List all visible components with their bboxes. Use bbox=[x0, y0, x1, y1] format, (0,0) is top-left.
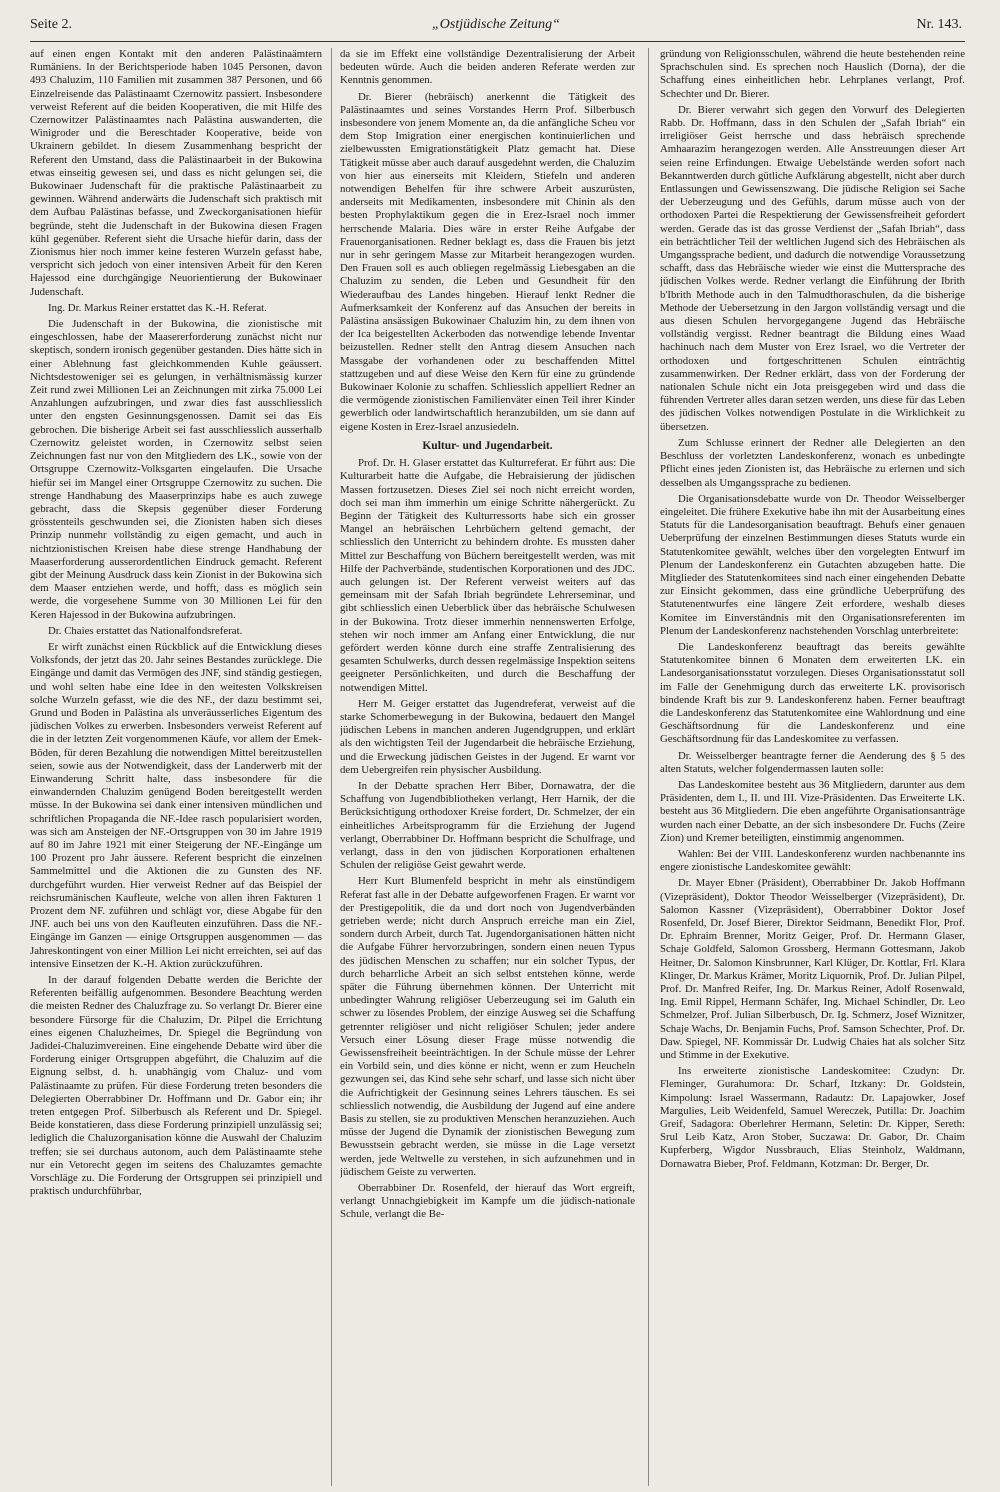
paragraph: Herr Kurt Blumenfeld bespricht in mehr als einstündigem Referat fast alle in der Debatte aufgeworfenen Fragen. Er warnt vor der Prestigepolitik, die da und dort noch von Jugendverbänden getrieben werde; nicht durch Anspruch erreiche man ein Ziel, sondern durch Arbeit, durch Tat. Jugendorganisationen hätten nicht die Aufgabe Führer hervorzubringen, sondern einen neuen Typus des jüdischen Menschen zu schaffen; nur ein solcher Typus, der durch beharrliche Arbeit an sich selbst entstehen könne, werde später die Führung übernehmen können. Der Unterricht mit unbedingter Wahrung religiöser Ueberzeugung sei im Galuth ein schwer zu lösendes Problem, der einzige Ausweg sei die Schaffung getrennter religiöser und nicht religiöser Schulen; jeder andere Versuch einer Lösung dieser Frage müsse notwendig die Gewissensfreiheit beeinträchtigen. In der Schule müsse der Lehrer ein Vorbild sein, und dies könne er nicht, wenn er zum Heucheln gezwungen sei, das Kind sehe sehr scharf, und lasse sich nicht über die Aufrichtigkeit der Gesinnung seines Lehrers täuschen. Es sei schliesslich notwendig, die Ausbildung der Jugend auf eine andere Basis zu stellen, sie zu produktiven Menschen heranzuziehen. Auch müsse der Jugend die Dynamik der zionistischen Bewegung zum Bewusstsein gebracht werden, sie müsse in die Lage versetzt werden, jede Weltwelle zu verstehen, in sich aufzunehmen und in jüdischem Geiste zu verwerten. bbox=[340, 875, 635, 1178]
page-header bbox=[30, 14, 962, 36]
paragraph: Dr. Bierer verwahrt sich gegen den Vorwurf des Delegierten Rabb. Dr. Hoffmann, dass in den Schulen der „Safah Ibriah“ ein irreligiöser Geist herrsche und dass hebräisch sprechende Amhaarazim herangezogen werden. Alle Ansstreuungen dieser Art seien reine Erfindungen. Etwaige Uebelstände werden sofort nach Bekanntwerden durch gütliche Aufklärung abgestellt, nicht aber durch Entlassungen und Gewissenszwang. Die jüdische Religion sei Sache der Ueberzeugung und des Gefühls, darum müsse auch von der orthodoxen Partei die Respektierung der Gewissensfreiheit gefordert werden. Gerade das ist das grosse Verdienst der „Safah Ibriah“, dass ein beträchtlicher Teil der weltlichen Jugend sich des Hebräischen als Umgangssprache bedient, und dadurch die notwendige Voraussetzung schafft, dass das Hebräische wieder wie einst die Muttersprache des jüdischen Volkes werde. Redner verlangt die Einführung der Ibrith b'Ibrith Methode auch in den Talmudthoraschulen, da die bisherige Methode der Uebersetzung in den Jargon vollständig versagt und die aus diesen Schulen hervorgegangene Jugend das Hebräische vollständig vergisst. Redner beantragt die Bildung eines Waad hachinuch nach dem Muster von Erez Israel, wo die Vertreter der orthodoxen und fortgeschrittenen Schulen einträchtig zusammenwirken. Der Redner erklärt, dass von der Forderung der nationalen Schule nicht ein Jota preisgegeben wird und dass die führenden Vertreter alles daran setzen werden, uns diese für das Leben des jüdischen Volkes notwendigen Postulate in die Wirklichkeit zu übersetzen. bbox=[660, 103, 965, 433]
column-divider bbox=[331, 48, 332, 1486]
paragraph: Herr M. Geiger erstattet das Jugendreferat, verweist auf die starke Schomerbewegung in der Bukowina, bedauert den Mangel jüdischen Lebens in manchen anderen Jugendgruppen, und erklärt als den wichtigsten Teil der Jugendarbeit die hebräische Erziehung, und die Erweckung jüdischen Geistes in der Jugend. Er warnt vor dem Uebergreifen rein physischer Ausbildung. bbox=[340, 697, 635, 776]
page-label: Seite 2. bbox=[30, 17, 72, 32]
paragraph: Dr. Chaies erstattet das Nationalfondsreferat. bbox=[48, 624, 243, 637]
paragraph: Zum Schlusse erinnert der Redner alle Delegierten an den Beschluss der vorletzten Landeskonferenz, wonach es unbedingte Pflicht eines jeden Zionisten ist, das Hebräische zu erlernen und sich desselben als Umgangssprache zu bedienen. bbox=[660, 436, 965, 489]
paragraph: Ins erweiterte zionistische Landeskomitee: Czudyn: Dr. Fleminger, Gurahumora: Dr. Scharf, Itzkany: Dr. Goldstein, Kimpolung: Israel Wassermann, Radautz: Dr. Lapajowker, Josef Margulies, Leib Weidenfeld, Samuel Wereczek, Putilla: Dr. Joachim Greif, Sadagora: Oberlehrer Hermann, Seletin: Dr. Kipper, Sereth: Srul Leib Katz, Aron Stober, Suczawa: Dr. Gabor, Dr. Chaim Kupferberg, Wigdor Nussbrauch, Elias Steinholz, Waldmann, Dornawatra Bieber, Prof. Feldmann, Kotzman: Dr. Berger, Dr. bbox=[660, 1065, 965, 1170]
paragraph: da sie im Effekt eine vollständige Dezentralisierung der Arbeit bedeuten würde. Auch die beiden anderen Referate werden zur Kenntnis genommen. bbox=[340, 48, 635, 87]
paragraph: In der Debatte sprachen Herr Biber, Dornawatra, der die Schaffung von Jugendbibliotheken verlangt, Herr Harnik, der die Berücksichtigung orthodoxer Kreise fordert, Dr. Schmelzer, der ein einheitliches Arbeitsprogramm für die Erziehung der Jugend verlangt, Oberrabbiner Dr. Hoffmann bespricht die Schulfrage, und verlangt, dass in den von jüdischen Korporationen erhaltenen Schulen der religiöse Geist gewahrt werde. bbox=[340, 779, 635, 872]
header-rule bbox=[30, 41, 965, 42]
issue-number: Nr. 143. bbox=[916, 17, 962, 32]
paragraph: Oberrabbiner Dr. Rosenfeld, der hierauf das Wort ergreift, verlangt Unnachgiebigkeit im Kampfe um die jüdisch-nationale Schule, verlangt die Be- bbox=[340, 1182, 635, 1221]
paragraph: Wahlen: Bei der VIII. Landeskonferenz wurden nachbenannte ins engere zionistische Landeskomitee gewählt: bbox=[660, 847, 965, 874]
column-3 bbox=[660, 48, 965, 1486]
paragraph: In der darauf folgenden Debatte werden die Berichte der Referenten beifällig aufgenommen. Besondere Beachtung werden die meisten Redner des Chaluzfrage zu. So verlangt Dr. Bierer eine besondere Fürsorge für die Chaluzim, Dr. Pilpel die Errichtung eines eigenen Chaluzheimes, Dr. Spiegel die Begründung von Jadidei-Chaluzimvereinen. Eine eingehende Debatte wird über die Forderung einiger Ortsgruppen abgeführt, die Chaluzim auf die Eignung selbst, d. h. unabhängig vom Chaluz- und vom Palästinaamte zu prüfen. Für diese Forderung treten besonders die Delegierten Oberrabbiner Dr. Hoffmann und Dr. Gabor ein; ihr treten entgegen Prof. Silberbusch als Referent und Dr. Spiegel. Beide konstatieren, dass diese Forderung prinzipiell unzulässig sei; lediglich die Chaluzorganisation könne die Auswahl der Chaluzim treffen; sie sei durchaus autonom, auch dem Palästinaamte stehe nur ein Vetorecht gegen im seitens des Chaluzamtes gemachte Vorschläge zu. Die Forderung der Ortsgruppen sei prinzipiell und praktisch undurchführbar, bbox=[30, 974, 322, 1198]
paragraph: Dr. Mayer Ebner (Präsident), Oberrabbiner Dr. Jakob Hoffmann (Vizepräsident), Doktor Theodor Weisselberger (Vizepräsident), Dr. Salomon Kassner (Vizepräsident), Oberrabbiner Doktor Josef Rosenfeld, Dr. Josef Bierer, Direktor Seidmann, Benedikt Flor, Prof. Dr. Ephraim Brenner, Moritz Geiger, Prof. Dr. Hermann Glaser, Schaje Goldfeld, Salomon Grossberg, Hermann Gottesmann, Jakob Heitner, Dr. Salomon Kinsbrunner, Karl Klüger, Dr. Kottlar, Frl. Klara Klinger, Dr. Markus Krämer, Moritz Liquornik, Prof. Dr. Julian Pilpel, Prof. Dr. Manfred Reifer, Ing. Dr. Markus Reiner, Adolf Rosenwald, Ing. Emil Rippel, Hermann Schäfer, Ing. Michael Schindler, Dr. Leo Schmelzer, Prof. Julian Silberbusch, Dr. Ig. Schmerz, Josef Wiznitzer, Schaje Wachs, Dr. Benjamin Fuchs, Prof. Samson Schechter, Prof. Dr. Daw. Spiegel, NF. Kommissär Dr. Ludwig Chaies hat als solcher Sitz und Stimme in der Exekutive. bbox=[660, 877, 965, 1062]
column-divider bbox=[648, 48, 649, 1486]
paragraph: Dr. Bierer (hebräisch) anerkennt die Tätigkeit des Palästinaamtes und seines Vorstandes Herrn Prof. Silberbusch insbesondere von jenem Momente an, da die anfängliche Scheu vor dem Stop Imigration einer energischen kontinuierlichen und zielbewussten Emigrationstätigkeit Platz gemacht hat. Diese Tätigkeit müsse aber auch darauf ausgedehnt werden, die Chaluzim von hier aus einerseits mit Kleidern, Stiefeln und anderen notwendigen Behelfen für ihre schwere Arbeit auszurüsten, anderseits mit Medikamenten, insbesondere mit Chinin als den besten Prophylaktikum gegen die in Erez-Israel noch immer herrschende Malaria. Dies wäre in erster Reihe Aufgabe der Frauenorganisationen. Redner beklagt es, dass die Frauen bis jetzt nur in sehr geringem Masse zur Mitarbeit herangezogen wurden. Den Frauen soll es auch obliegen regelmässig Liebesgaben an die Chaluzim zu senden, die Leben und Gesundheit für den Wiederaufbau des Landes hingeben. Hierauf lenkt Redner die Aufmerksamkeit der Konferenz auf das Ansuchen der bereits in Palästina ansässigen Bukowinaer Chaluzim hin, zu dem ihnen von der Ica beigestellten Ackerboden das notwendige lebende Inventar beizustellen. Redner stellt den Antrag diesem Ansuchen nach Massgabe der vorhandenen oder zu beschaffenden Mittel stattzugeben und auf diese Weise den Kern für eine zu gründende Bukowinaer Kolonie zu schaffen. Schliesslich appelliert Redner an die vermögende zionistischen Familienväter einen Teil ihrer Kinder gewerblich oder landwirtschaftlich heranzubilden, um sie dann auf eigene Kosten in Erez-Israel anzusiedeln. bbox=[340, 90, 635, 433]
column-2 bbox=[340, 48, 635, 1486]
paragraph: Prof. Dr. H. Glaser erstattet das Kulturreferat. Er führt aus: Die Kulturarbeit hatte die Aufgabe, die Hebraisierung der jüdischen Massen fortzusetzen. Dieses Ziel sei noch nicht erreicht worden, doch sei man ihm immerhin um einige Schritte nähergerückt. Zu Beginn der Tätigkeit des Kulturressorts habe sich ein grosser Mangel an hebräischen Lehrbüchern geltend gemacht, der schliesslich den Unterricht zu behindern drohte. Es mussten daher Mittel zur Beschaffung von Büchern bereitgestellt werden, was mit Hilfe der Pachverbände, studentischen Korporationen und des JDC. auch gelungen ist. Der Referent verweist weiters auf das gemeinsam mit der Safah Ibriah begründete Lehrerseminar, und gibt schliesslich einen Ueberblick über das hebräische Schulwesen in der Bukowina. Trotz dieser immerhin nennenswerten Erfolge, stehen wir noch immer am Anfang einer Entwicklung, die nur gefördert werden könne durch eine straffe Zentralisierung des gesamten Schulwerks, durch dessen regelmässige Inspektion seitens geeigneter Persönlichkeiten, und durch die Beschaffung der notwendigen Mittel. bbox=[340, 457, 635, 694]
paragraph: Dr. Weisselberger beantragte ferner die Aenderung des § 5 des alten Statuts, welcher folgendermassen lauten solle: bbox=[660, 749, 965, 775]
section-heading: Kultur- und Jugendarbeit. bbox=[422, 439, 553, 452]
paragraph: Er wirft zunächst einen Rückblick auf die Entwicklung dieses Volksfonds, der jetzt das 20. Jahr seines Bestandes zurücklege. Die Eingänge und damit das Vermögen des JNF, sind ständig gestiegen, und wohl selten habe eine Idee in den weitesten Volkskreisen solche Wurzeln gefasst, wie die des NF., der dazu bestimmt sei, Grund und Boden in Palästina als unveräusserliches Eigentum des jüdischen Volkes zu erwerben. Insbesonders verweist Referent auf die in der letzten Zeit vorgenommenen Käufe, vor allem der Emek-Böden, für deren Bezahlung die notwendigen Mittel bereitzustellen seien, sowie aus der Notwendigkeit, dass der Landerwerb mit der Einwanderung Schritt halte, dass insbesondere für die einwandernden Chaluzim genügend Boden bereitgestellt werden müsse. In der Bukowina sei dank einer intensiven mündlichen und schriftlichen Propaganda die NF.-Idee rasch popularisiert worden, was sich am Ansteigen der NF.-Ortsgruppen von 30 im Jahre 1919 auf 80 im Jahre 1921 mit einer Steigerung der NF.-Eingänge um 100 Prozent pro Jahr äussere. Referent bespricht die einzelnen Sammelmittel und die Aktionen die zu Gunsten des NF. durchgeführt wurden. Hier verweist Redner auf das Beispiel der reichsrumänischen Kaufleute, welche von allen ihren Fakturen 1 Prozent dem NF. zuführen und schlägt vor, diese Abgabe für den JNF. auch bei uns von den Kaufleuten einzuführen. Dass die NF.-Eingänge im Ganzen — einige Ortsgruppen ausgenommen — das Jahreskontingent von einer Million Lei nicht erreichten, sei auf das intensive Einsetzen der K.-H. Aktion zurückzuführen. bbox=[30, 640, 322, 970]
paragraph: Das Landeskomitee besteht aus 36 Mitgliedern, darunter aus dem Präsidenten, dem I., II. und III. Vize-Präsidenten. Das Erweiterte LK. besteht aus 36 Mitgliedern. Die eben angeführte Organisationsanträge wurden nach einer Debatte, an der sich insbesondere Dr. Fuchs (Zeire Zion) und Kremer beteiligten, einstimmig angenommen. bbox=[660, 778, 965, 844]
paragraph: auf einen engen Kontakt mit den anderen Palästinaämtern Rumäniens. In der Berichtsperiode haben 1045 Personen, davon 493 Chaluzim, 110 Familien mit zusammen 387 Personen, und 66 Einzelreisende das Palästinaamt Czernowitz passiert. Insbesondere verweist Referent auf die beiden Kooperativen, die mit Hilfe des Czernowitzer Palästinaamtes nach Palästina auswanderten, die Winigroder und die Bereschtader Kooperative, beide von Ukrainern gebildet. In diesem Zusammenhang bespricht der Referent den Umstand, dass die Palästinaarbeit in der Bukowina etwas einseitig gewesen sei, und dass es nicht gelungen sei, die Bukowinaer Judenschaft für die praktische Palästinaarbeit zu gewinnen. Während anderwärts die Judenschaft sich praktisch mit dem Aufbau Palästinas befasse, und Zweckorganisationen hiefür begründe, steht die Judenschaft in der Bukowina diesen Fragen kühl gegenüber. Referent sieht die Ursache hiefür darin, dass der Zionismus hier noch immer keine festeren Wurzeln gefasst habe, verspricht sich jedoch von einer intensiven Arbeit für den Keren Hajessod eine durchgängige Neuorientierung der Bukowinaer Judenschaft. bbox=[30, 48, 322, 298]
paragraph: gründung von Religionsschulen, während die heute bestehenden reine Sprachschulen sind. Es sprechen noch Hauslich (Dorna), der die Schaffung eines einheitlichen hebr. Lehrplanes verlangt, Prof. Schechter und Dr. Bierer. bbox=[660, 48, 965, 100]
column-1 bbox=[30, 48, 322, 1486]
paragraph: Die Judenschaft in der Bukowina, die zionistische mit eingeschlossen, habe der Maasererforderung zunächst nicht nur skeptisch, sondern ironisch gegenüber gestanden. Dies hätte sich in einer Ablehnung fast gleichkommenden Kuhle geäussert. Nichtsdestoweniger sei es gelungen, in verhältnismässig kurzer Zeit rund zwei Millionen Lei an Zeichnungen mit zirka 75.000 Lei Anzahlungen aufzubringen, und zwar dies fast ausschliesslich unter den engsten Gesinnungsgenossen. Damit sei das Eis gebrochen. Die bisherige Arbeit sei fast ausschliesslich ausserhalb Czernowitz geleistet worden, in Czernowitz selbst seien Zeichnungen fast nur von den Mitgliedern des LK., sowie von der Ortsgruppe Czernowitz-Volksgarten eingelaufen. Die Ursache hiefür sei im Mangel einer Ortsgruppe Czernowitz zu suchen. Die strenge Handhabung des Maaserprinzips habe es auch zuwege gebracht, dass die Skepsis gegenüber dieser Forderung grösstenteils geschwunden sei, die Zionisten haben sich dieses Prinzip nunmehr vollständig zu eigen gemacht, und auch in nichtzionistischen Kreisen habe diese strenge Handhabung der Maaserforderung ausserordentlichen Eindruck gemacht. Referent gibt der Meinung Ausdruck dass kein Zionist in der Bukowina sich dem Maaser entziehen werde, und hofft, dass es möglich sein werde, die vorgesehene Summe von 30 Millionen Lei für den Keren Hajessod in der Bukowina aufzubringen. bbox=[30, 318, 322, 621]
newspaper-title: „Ostjüdische Zeitung“ bbox=[432, 17, 560, 32]
paragraph: Ing. Dr. Markus Reiner erstattet das K.-H. Referat. bbox=[48, 301, 267, 314]
paragraph: Die Landeskonferenz beauftragt das bereits gewählte Statutenkomitee binnen 6 Monaten dem erweiterten LK. ein Landesorganisationsstatut vorzulegen. Dieses Organisationsstatut soll im Falle der Genehmigung durch das erweiterte LK. provisorisch bindende Kraft bis zur 9. Landeskonferenz haben. Ferner beauftragt die Landeskonferenz das Statutenkomitee eine Wahlordnung und eine Geschäftsordnung für die Landeskonferenz und eine Geschäftsordnung für das Landeskomitee zu verfassen. bbox=[660, 640, 965, 746]
paragraph: Die Organisationsdebatte wurde von Dr. Theodor Weisselberger eingeleitet. Die frühere Exekutive habe ihn mit der Ausarbeitung eines Statuts für die Landesorganisation beauftragt. Behufs einer genauen Ueberprüfung der einzelnen Bestimmungen dieses Statuts wurde ein Statutenkomitee gewählt, welches über den vorgelegten Entwurf im Plenum der Landeskonferenz ein Gutachten abzugeben hatte. Die Mitglieder des Statutenkomitees sind nach einer eingehenden Debatte zur Einsicht gekommen, dass eine gründliche Ueberprüfung des Statutenentwurfes eine längere Zeit erfordere, weshalb dieses Komitee im Einverständnis mit den Organisationsreferenten im Plenum der Landeskonferenz nachstehenden Vorschlag unterbreitete: bbox=[660, 492, 965, 637]
